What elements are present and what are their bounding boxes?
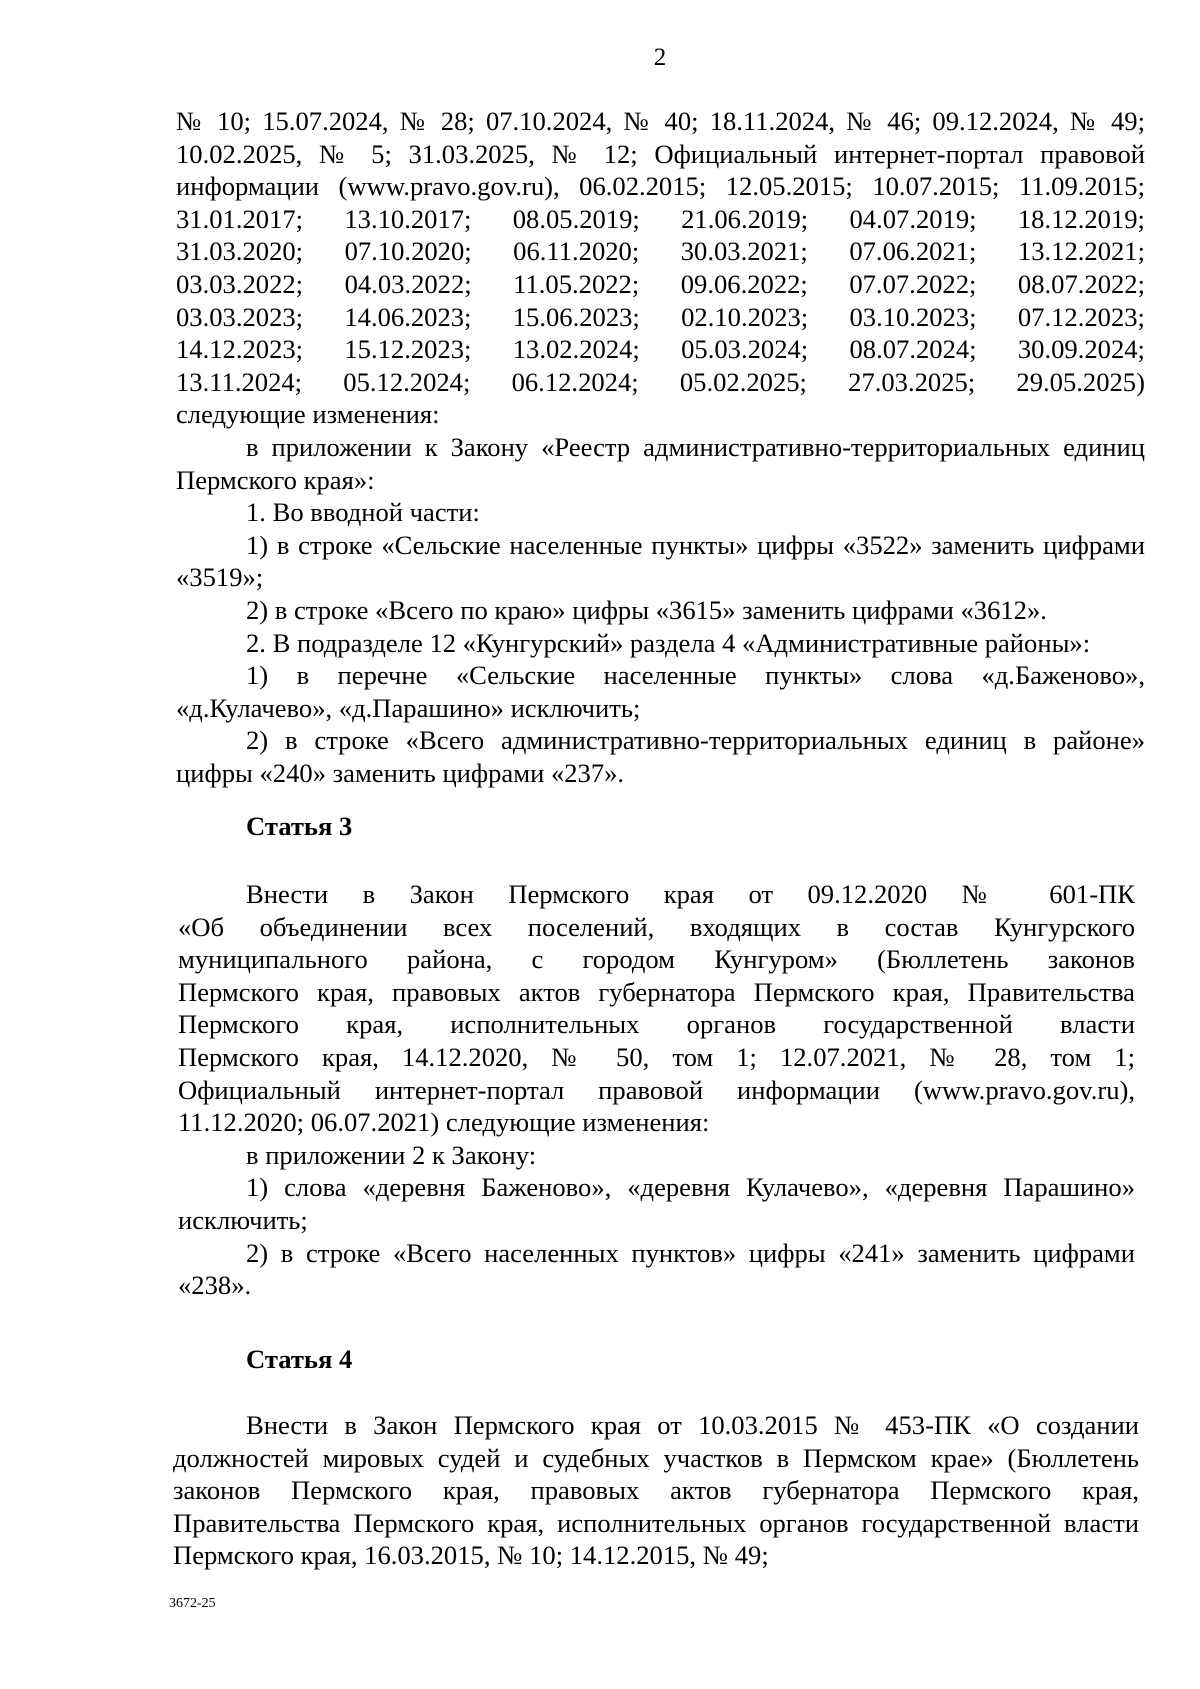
article-3-line: Пермского края, исполнительных органов государственной власти [178, 1009, 1135, 1040]
article-3-item: 2) в строке «Всего населенных пунктов» цифры «241» заменить цифрами «238». [178, 1237, 1135, 1301]
publication-date: 30.03.2021; [680, 236, 808, 267]
publication-date: 08.07.2022; [1017, 268, 1145, 299]
article-2-continuation [176, 105, 1145, 789]
amendment-paragraph: 2) в строке «Всего административно-территориальных единиц в районе» цифры «240» заменить цифрами «237». [176, 725, 1145, 788]
publication-date: 07.06.2021; [849, 236, 977, 267]
article-3-line: Пермского края, 14.12.2020, № 50, том 1; 12.07.2021, № 28, том 1; [178, 1041, 1135, 1072]
publication-date: 14.06.2023; [344, 301, 472, 332]
article-3-item: 1) слова «деревня Баженово», «деревня Кулачево», «деревня Парашино» исключить; [178, 1172, 1135, 1235]
article-heading: Статья 3 [246, 811, 353, 841]
article-3-line: муниципального района, с городом Кунгуром» (Бюллетень законов [178, 944, 1135, 975]
publication-date: 30.09.2024; [1017, 334, 1145, 365]
publication-date: 31.01.2017; [176, 203, 304, 234]
publication-date: 18.12.2019; [1017, 203, 1145, 234]
publication-date: 13.10.2017; [344, 203, 472, 234]
publication-dates-row [176, 366, 1145, 399]
intro-line-2: 10.02.2025, № 5; 31.03.2025, № 12; Официальный интернет-портал правовой [176, 138, 1145, 169]
publication-date: 13.02.2024; [512, 334, 640, 365]
intro-closing: следующие изменения: [176, 399, 440, 430]
amendment-paragraph: 2. В подразделе 12 «Кунгурский» раздела 4 «Административные районы»: [246, 627, 1091, 658]
amendment-paragraph: 1. Во вводной части: [246, 497, 480, 528]
publication-dates-row [176, 235, 1145, 268]
publication-date: 08.07.2024; [849, 334, 977, 365]
page-number: 2 [653, 44, 667, 71]
publication-date: 07.07.2022; [849, 268, 977, 299]
publication-date: 02.10.2023; [681, 301, 809, 332]
amendment-paragraph: в приложении к Закону «Реестр административно-территориальных единиц Пермского края»: [176, 431, 1145, 495]
publication-date: 08.05.2019; [512, 203, 640, 234]
article-4-paragraph: Внести в Закон Пермского края от 10.03.2015 № 453-ПК «О создании должностей мировых судей и судебных участков в Пермском крае» (Бюллетень законов Пермского края, правовых актов губернатора Пермского края, Правительства Пермского края, исполнительных органов государственной власти Пермского края, 16.03.2015, № 10; 14.12.2015, № 49; [173, 1410, 1139, 1571]
article-3-line: Официальный интернет-портал правовой информации (www.pravo.gov.ru), [178, 1074, 1135, 1105]
publication-date: 03.10.2023; [849, 301, 977, 332]
article-3-line: Внести в Закон Пермского края от 09.12.2020 № 601-ПК [246, 879, 1135, 909]
publication-date: 03.03.2022; [176, 268, 304, 299]
publication-date: 05.02.2025; [679, 366, 807, 397]
publication-dates-row [176, 203, 1145, 236]
publication-date: 27.03.2025; [848, 366, 976, 397]
publication-dates-row [176, 333, 1145, 366]
publication-date: 09.06.2022; [680, 268, 808, 299]
article-3-line: 11.12.2020; 06.07.2021) следующие изменения: [178, 1107, 710, 1138]
amendment-paragraph: 2) в строке «Всего по краю» цифры «3615» заменить цифрами «3612». [246, 594, 1047, 625]
publication-date: 13.12.2021; [1017, 236, 1145, 267]
publication-date: 04.03.2022; [344, 268, 472, 299]
publication-date: 06.12.2024; [511, 366, 639, 397]
publication-date: 07.10.2020; [344, 236, 472, 267]
publication-date: 15.12.2023; [344, 334, 472, 365]
publication-dates-row [176, 301, 1145, 334]
publication-date: 05.03.2024; [681, 334, 809, 365]
document-code: 3672-25 [169, 1596, 216, 1611]
publication-date: 31.03.2020; [176, 236, 304, 267]
publication-date: 15.06.2023; [512, 301, 640, 332]
article-3-line: Пермского края, правовых актов губернатора Пермского края, Правительства [178, 976, 1135, 1007]
publication-date: 05.12.2024; [343, 366, 471, 397]
article-heading: Статья 4 [246, 1344, 353, 1374]
publication-date: 07.12.2023; [1017, 301, 1145, 332]
intro-line-3: информации (www.pravo.gov.ru), 06.02.2015; 12.05.2015; 10.07.2015; 11.09.2015; [176, 171, 1145, 202]
publication-date: 21.06.2019; [681, 203, 809, 234]
article-3-heading-block [176, 810, 1145, 843]
article-4-heading-block [176, 1343, 1145, 1376]
publication-dates-row [176, 268, 1145, 301]
article-3-line: «Об объединении всех поселений, входящих в состав Кунгурского [178, 911, 1135, 942]
publication-date: 13.11.2024; [176, 366, 303, 397]
publication-date: 03.03.2023; [176, 301, 304, 332]
publication-date: 29.05.2025) [1016, 366, 1145, 397]
amendment-paragraph: 1) в строке «Сельские населенные пункты» цифры «3522» заменить цифрами «3519»; [176, 529, 1145, 593]
publication-date: 04.07.2019; [849, 203, 977, 234]
article-4-body [173, 1409, 1139, 1572]
article-3-item: в приложении 2 к Закону: [246, 1139, 537, 1170]
article-3-body [178, 878, 1135, 1302]
publication-date: 11.05.2022; [513, 268, 640, 299]
publication-date: 06.11.2020; [513, 236, 640, 267]
publication-date: 14.12.2023; [176, 334, 304, 365]
intro-line-1: № 10; 15.07.2024, № 28; 07.10.2024, № 40; 18.11.2024, № 46; 09.12.2024, № 49; [176, 106, 1145, 136]
amendment-paragraph: 1) в перечне «Сельские населенные пункты» слова «д.Баженово», «д.Кулачево», «д.Парашино» исключить; [176, 660, 1145, 723]
